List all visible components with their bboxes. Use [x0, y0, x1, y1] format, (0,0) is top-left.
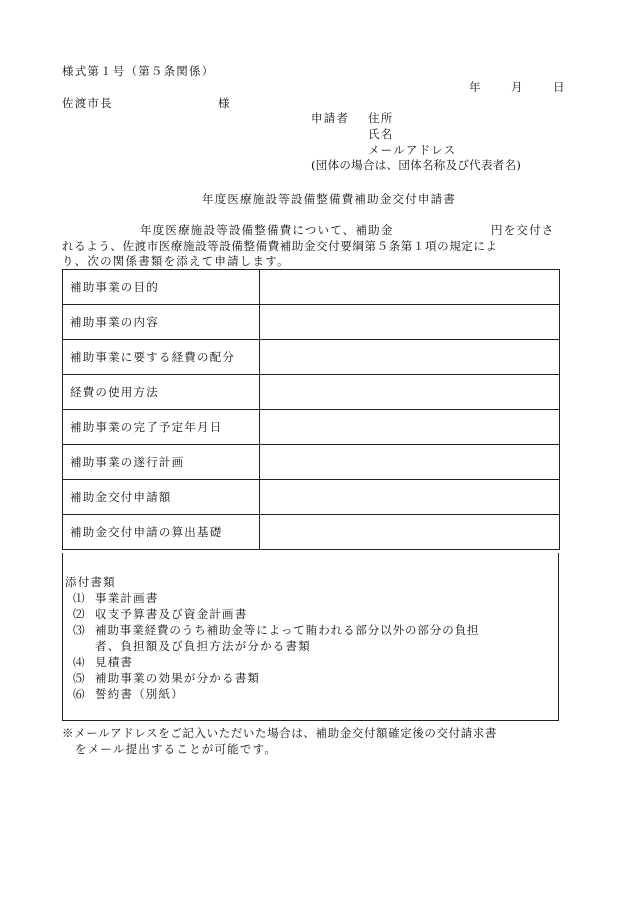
- item-number: ⑵: [73, 607, 86, 621]
- attachments-box: [62, 553, 559, 721]
- row-label: 補助事業の目的: [63, 270, 260, 305]
- recipient-name: 佐渡市長: [62, 96, 113, 110]
- row-value-field[interactable]: [260, 410, 560, 445]
- table-row: [63, 410, 560, 445]
- row-value-field[interactable]: [260, 445, 560, 480]
- applicant-group-note: (団体の場合は、団体名称及び代表者名): [311, 158, 522, 172]
- list-item-continuation: 者、負担額及び負担方法が分かる書類: [95, 639, 311, 653]
- list-item: [63, 623, 479, 637]
- row-value-field[interactable]: [260, 480, 560, 515]
- item-number: ⑴: [73, 591, 86, 605]
- footnote-line-2: をメール提出することが可能です。: [75, 742, 278, 756]
- table-row: [63, 305, 560, 340]
- table-row: [63, 375, 560, 410]
- item-number: ⑸: [73, 671, 86, 685]
- row-value-field[interactable]: [260, 340, 560, 375]
- applicant-email-label: メールアドレス: [368, 143, 457, 157]
- recipient-honorific: 様: [218, 96, 231, 110]
- item-text: 補助事業経費のうち補助金等によって賄われる部分以外の部分の負担: [95, 623, 480, 637]
- row-label: 補助事業に要する経費の配分: [63, 340, 260, 375]
- item-number: ⑹: [73, 687, 86, 701]
- list-item: [63, 607, 247, 621]
- list-item: [63, 687, 184, 701]
- row-label: 補助金交付申請の算出基礎: [63, 515, 260, 550]
- row-value-field[interactable]: [260, 375, 560, 410]
- item-text: 収支予算書及び資金計画書: [95, 607, 248, 621]
- row-value-field[interactable]: [260, 270, 560, 305]
- row-label: 補助事業の完了予定年月日: [63, 410, 260, 445]
- item-text: 誓約書（別紙）: [95, 687, 184, 701]
- row-value-field[interactable]: [260, 305, 560, 340]
- document-title: 年度医療施設等設備整備費補助金交付申請書: [202, 192, 456, 206]
- body-line-1a: 年度医療施設等設備整備費について、補助金: [140, 223, 394, 237]
- applicant-address-label: 住所: [368, 111, 394, 125]
- footnote-line-1: ※メールアドレスをご記入いただいた場合は、補助金交付額確定後の交付請求書: [62, 726, 498, 740]
- form-number: 様式第１号（第５条関係）: [62, 64, 215, 78]
- body-line-1b: 円を交付さ: [491, 223, 555, 237]
- list-item: [63, 671, 260, 685]
- row-label: 補助金交付申請額: [63, 480, 260, 515]
- item-text: 見積書: [95, 655, 134, 669]
- row-value-field[interactable]: [260, 515, 560, 550]
- date-day-label: 日: [553, 80, 566, 94]
- application-details-table: [62, 269, 560, 550]
- row-label: 補助事業の内容: [63, 305, 260, 340]
- attachments-heading: 添付書類: [65, 575, 116, 589]
- date-year-label: 年: [469, 80, 482, 94]
- item-text: 補助事業の効果が分かる書類: [95, 671, 261, 685]
- table-row: [63, 340, 560, 375]
- item-text: 事業計画書: [95, 591, 159, 605]
- row-label: 補助事業の遂行計画: [63, 445, 260, 480]
- list-item: [63, 655, 133, 669]
- date-month-label: 月: [511, 80, 524, 94]
- table-row: [63, 480, 560, 515]
- table-row: [63, 515, 560, 550]
- item-number: ⑷: [73, 655, 86, 669]
- table-row: [63, 270, 560, 305]
- item-number: ⑶: [73, 623, 86, 637]
- table-row: [63, 445, 560, 480]
- list-item: [63, 591, 159, 605]
- body-line-2: れるよう、佐渡市医療施設等設備整備費補助金交付要綱第５条第１項の規定によ: [62, 239, 498, 253]
- body-line-3: り、次の関係書類を添えて申請します。: [62, 254, 290, 268]
- row-label: 経費の使用方法: [63, 375, 260, 410]
- applicant-label: 申請者: [311, 111, 350, 125]
- applicant-name-label: 氏名: [368, 127, 394, 141]
